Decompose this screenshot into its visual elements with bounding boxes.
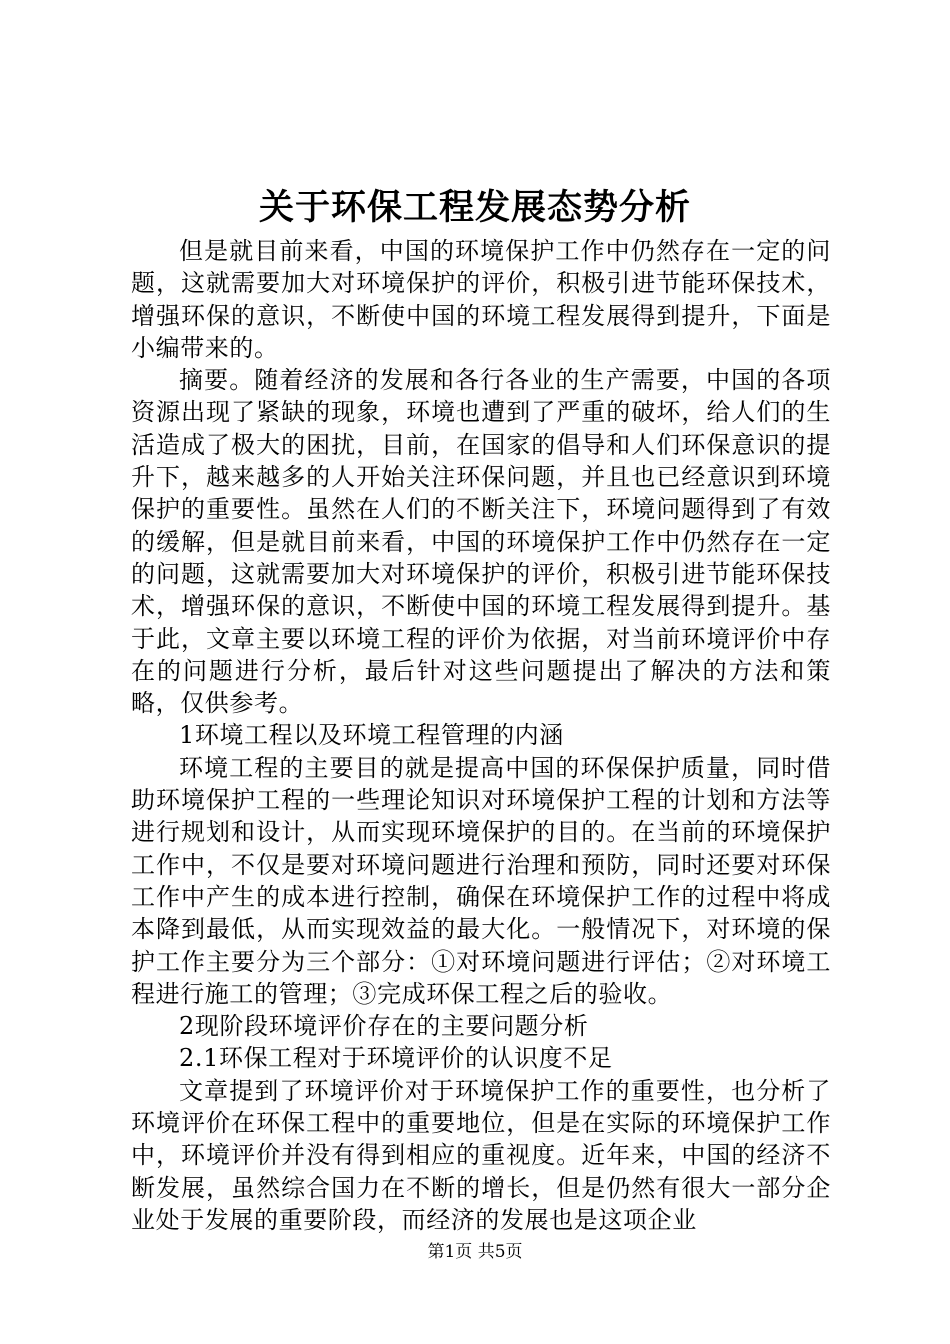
document-title: 关于环保工程发展态势分析	[258, 187, 691, 228]
section-heading-2: 2现阶段环境评价存在的主要问题分析	[179, 1012, 589, 1041]
intro-paragraph: 但是就目前来看，中国的环境保护工作中仍然存在一定的问题，这就需要加大对环境保护的评价，积极引进节能环保技术，增强环保的意识，不断使中国的环境工程发展得到提升，下面是小编带来的。	[131, 237, 831, 362]
subsection-2-1-paragraph: 文章提到了环境评价对于环境保护工作的重要性，也分析了环境评价在环保工程中的重要地位，但是在实际的环境保护工作中，环境评价并没有得到相应的重视度。近年来，中国的经济不断发展，虽然综合国力在不断的增长，但是仍然有很大一部分企业处于发展的重要阶段，而经济的发展也是这项企业	[131, 1076, 831, 1234]
abstract-paragraph: 摘要。随着经济的发展和各行各业的生产需要，中国的各项资源出现了紧缺的现象，环境也遭到了严重的破坏，给人们的生活造成了极大的困扰，目前，在国家的倡导和人们环保意识的提升下，越来越多的人开始关注环保问题，并且也已经意识到环境保护的重要性。虽然在人们的不断关注下，环境问题得到了有效的缓解，但是就目前来看，中国的环境保护工作中仍然存在一定的问题，这就需要加大对环境保护的评价，积极引进节能环保技术，增强环保的意识，不断使中国的环境工程发展得到提升。基于此，文章主要以环境工程的评价为依据，对当前环境评价中存在的问题进行分析，最后针对这些问题提出了解决的方法和策略，仅供参考。	[131, 366, 831, 718]
subsection-heading-2-1: 2.1环保工程对于环境评价的认识度不足	[179, 1044, 613, 1073]
section-1-paragraph: 环境工程的主要目的就是提高中国的环保保护质量，同时借助环境保护工程的一些理论知识对环境保护工程的计划和方法等进行规划和设计，从而实现环境保护的目的。在当前的环境保护工作中，不仅是要对环境问题进行治理和预防，同时还要对环保工作中产生的成本进行控制，确保在环境保护工作的过程中将成本降到最低，从而实现效益的最大化。一般情况下，对环境的保护工作主要分为三个部分：①对环境问题进行评估；②对环境工程进行施工的管理；③完成环保工程之后的验收。	[131, 753, 831, 1008]
section-heading-1: 1环境工程以及环境工程管理的内涵	[179, 721, 564, 750]
document-body	[131, 235, 831, 1236]
page-footer: 第1页 共5页	[427, 1242, 523, 1262]
